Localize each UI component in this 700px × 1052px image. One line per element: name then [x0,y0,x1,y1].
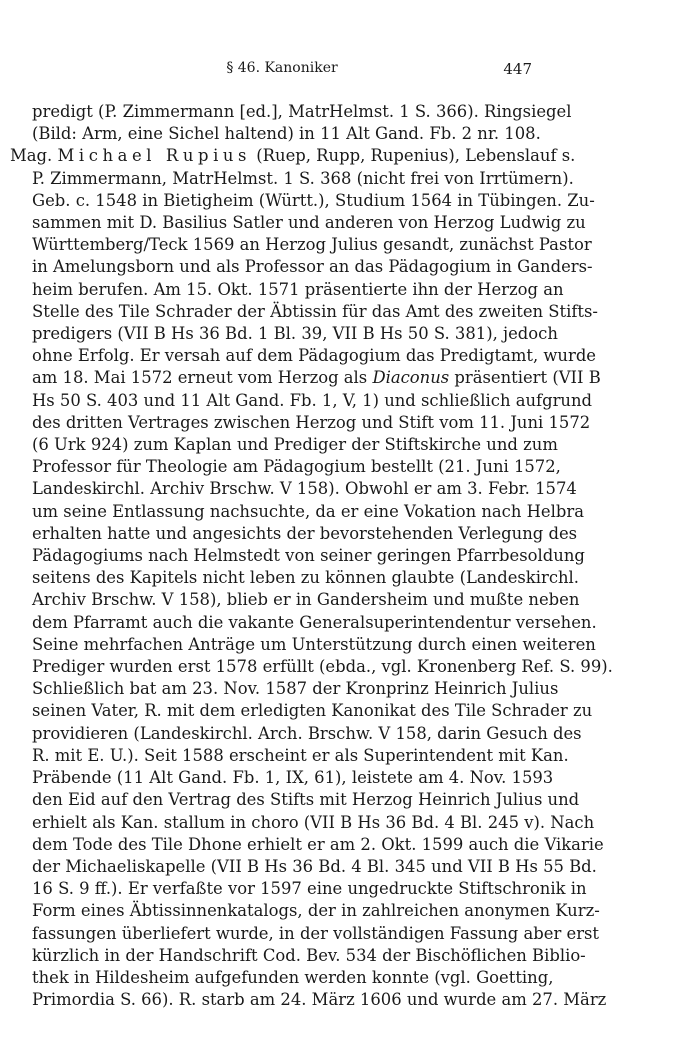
text-line: der Michaeliskapelle (VII B Hs 36 Bd. 4 Bl. 345 und VII B Hs 55 Bd. [32,856,597,876]
entry-michael-rupius [10,145,613,1011]
text-line: 16 S. 9 ff.). Er verfaßte vor 1597 eine ungedruckte Stiftschronik in [32,879,587,899]
text-line: Professor für Theologie am Pädagogium bestellt (21. Juni 1572, [32,457,561,477]
text-line: erhielt als Kan. stallum in choro (VII B Hs 36 Bd. 4 Bl. 245 v). Nach [32,812,595,832]
text-line: des dritten Vertrages zwischen Herzog und Stift vom 11. Juni 1572 [32,412,591,432]
text-line: (Bild: Arm, eine Sichel haltend) in 11 Alt Gand. Fb. 2 nr. 108. [32,124,541,144]
body-text [10,101,613,1011]
text-line: kürzlich in der Handschrift Cod. Bev. 534 der Bischöflichen Biblio- [32,945,586,965]
text-line: P. Zimmermann, MatrHelmst. 1 S. 368 (nicht frei von Irrtümern). [32,168,574,188]
entry-prefix: Mag. [10,146,53,166]
text-line: providieren (Landeskirchl. Arch. Brschw. V 158, darin Gesuch des [32,723,582,743]
text-line: Landeskirchl. Archiv Brschw. V 158). Obwohl er am 3. Febr. 1574 [32,479,577,499]
text-line: erhalten hatte und angesichts der bevorstehenden Verlegung des [32,523,578,543]
text-line: Schließlich bat am 23. Nov. 1587 der Kronprinz Heinrich Julius [32,679,559,699]
text-line: Seine mehrfachen Anträge um Unterstützung durch einen weiteren [32,634,596,654]
text-line: predigt (P. Zimmermann [ed.], MatrHelmst. 1 S. 366). Ringsiegel [32,102,572,121]
entry-heading-rest: (Ruep, Rupp, Rupenius), Lebenslauf s. [256,146,576,166]
text-fragment: präsentiert (VII B [454,368,601,388]
text-line: Geb. c. 1548 in Bietigheim (Württ.), Studium 1564 in Tübingen. Zu- [32,190,595,210]
text-line: thek in Hildesheim aufgefunden werden konnte (vgl. Goetting, [32,967,554,987]
text-line: heim berufen. Am 15. Okt. 1571 präsentierte ihn der Herzog an [32,279,564,299]
running-header [32,60,532,82]
text-line: Pädagogiums nach Helmstedt von seiner geringen Pfarrbesoldung [32,546,585,566]
text-line-diaconus [32,367,601,389]
text-line: Hs 50 S. 403 und 11 Alt Gand. Fb. 1, V, 1) und schließlich aufgrund [32,390,593,410]
paragraph-continuation [32,101,572,145]
italic-term: Diaconus [372,368,450,388]
running-head-title: § 46. Kanoniker [226,60,338,76]
text-line: um seine Entlassung nachsuchte, da er eine Vokation nach Helbra [32,501,584,521]
entry-heading-line [10,145,576,167]
text-line: predigers (VII B Hs 36 Bd. 1 Bl. 39, VII B Hs 50 S. 381), jedoch [32,324,558,344]
text-line: Prediger wurden erst 1578 erfüllt (ebda., vgl. Kronenberg Ref. S. 99). [32,657,613,677]
text-line: fassungen überliefert wurde, in der vollständigen Fassung aber erst [32,923,600,943]
text-line: Württemberg/Teck 1569 an Herzog Julius gesandt, zunächst Pastor [32,235,592,255]
text-line: den Eid auf den Vertrag des Stifts mit Herzog Heinrich Julius und [32,790,580,810]
text-line: (6 Urk 924) zum Kaplan und Prediger der Stiftskirche und zum [32,435,558,455]
text-line: Form eines Äbtissinnenkatalogs, der in zahlreichen anonymen Kurz- [32,901,600,921]
text-fragment: am 18. Mai 1572 erneut vom Herzog als [32,368,368,388]
text-line: sammen mit D. Basilius Satler und anderen von Herzog Ludwig zu [32,213,586,233]
text-line: Präbende (11 Alt Gand. Fb. 1, IX, 61), leistete am 4. Nov. 1593 [32,768,554,788]
text-line: seinen Vater, R. mit dem erledigten Kanonikat des Tile Schrader zu [32,701,593,721]
text-line: dem Pfarramt auch die vakante Generalsuperintendentur versehen. [32,612,597,632]
text-line: dem Tode des Tile Dhone erhielt er am 2. Okt. 1599 auch die Vikarie [32,834,604,854]
text-line: seitens des Kapitels nicht leben zu können glaubte (Landeskirchl. [32,568,580,588]
text-line: Archiv Brschw. V 158), blieb er in Gandersheim und mußte neben [32,590,580,610]
text-line: Stelle des Tile Schrader der Äbtissin für das Amt des zweiten Stifts- [32,301,598,321]
page-number: 447 [503,60,532,78]
text-line: in Amelungsborn und als Professor an das Pädagogium in Ganders- [32,257,593,277]
text-line: ohne Erfolg. Er versah auf dem Pädagogium das Predigtamt, wurde [32,346,597,366]
person-name: Michael Rupius [57,146,252,166]
text-line: Primordia S. 66). R. starb am 24. März 1606 und wurde am 27. März [32,990,607,1010]
text-line: R. mit E. U.). Seit 1588 erscheint er als Superintendent mit Kan. [32,745,569,765]
